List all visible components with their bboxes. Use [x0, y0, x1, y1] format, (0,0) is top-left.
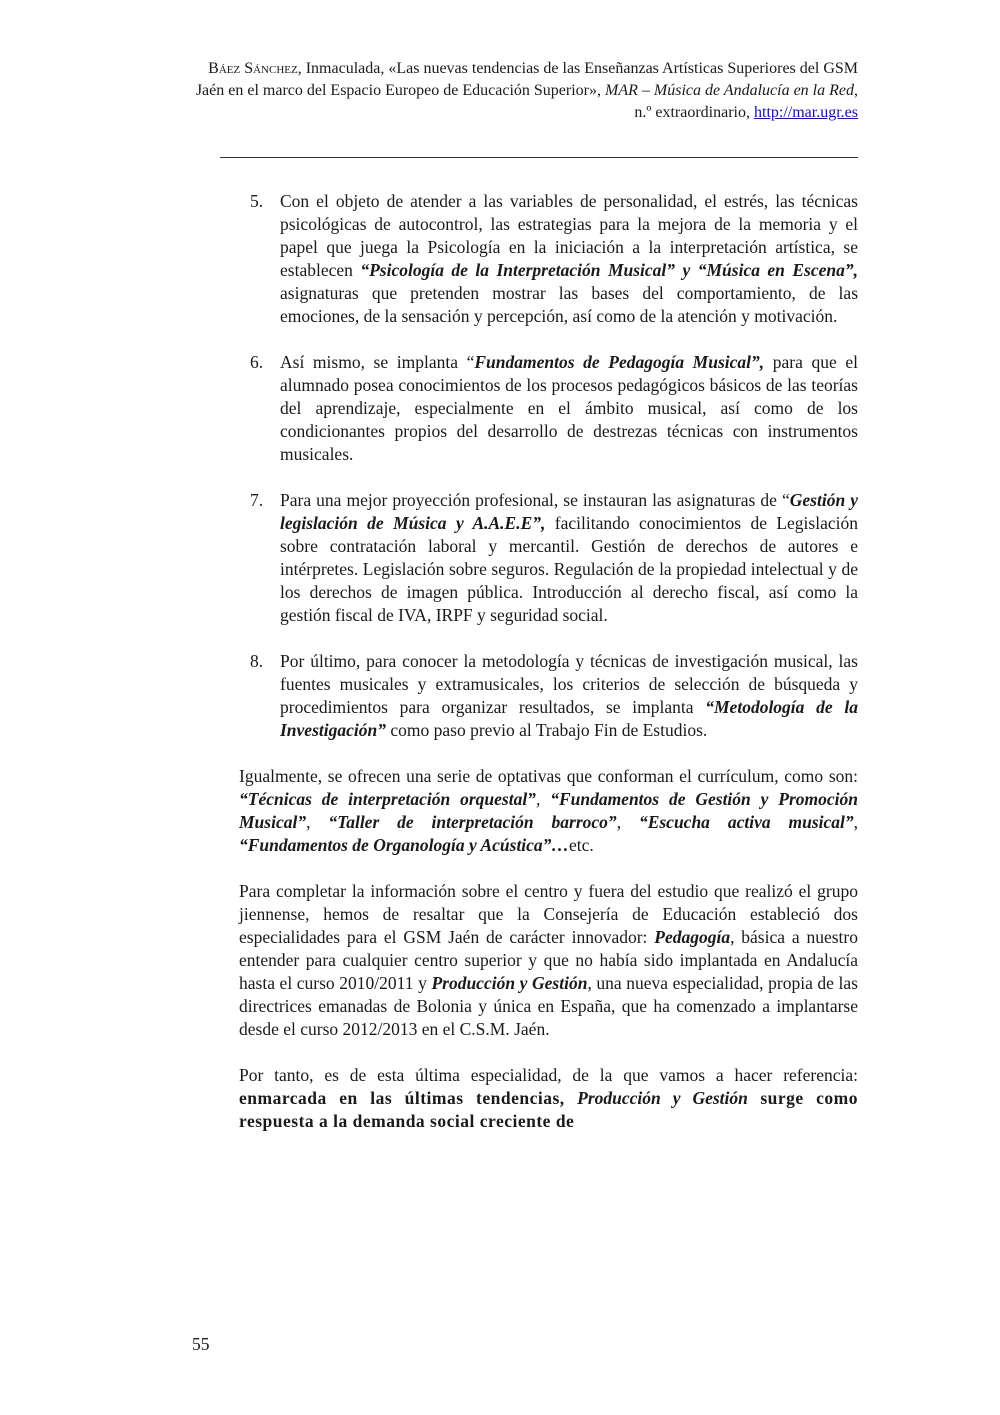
list-item-text: Así mismo, se implanta “ — [280, 352, 475, 372]
list-item-number: 7. — [250, 490, 264, 510]
course-title: “Taller de interpretación barroco” — [328, 812, 617, 832]
course-title: “Técnicas de interpretación orquestal” — [239, 789, 536, 809]
header-citation: , Inmaculada, «Las nuevas tendencias de las Enseñanzas Artísticas Superiores del GSM Jaén en el marco del Espacio Europeo de Educación Superior», — [195, 60, 858, 99]
list-item-text: Con el objeto de atender a las variables de personalidad, el estrés, las técnicas psicológicas de autocontrol, las estrategias para la mejora de la memoria y el papel que juega la Psicología en la iniciación a la interpretación artística, se establecen — [280, 191, 858, 280]
course-title: “Escucha activa musical” — [638, 812, 854, 832]
list-item-text: asignaturas que pretenden mostrar las bases del comportamiento, de las emociones, de la sensación y percepción, así como de la atención y motivación. — [280, 283, 858, 326]
bold-text: surge como respuesta a la demanda social creciente de — [239, 1088, 858, 1131]
list-item — [239, 489, 858, 627]
page-body — [239, 190, 858, 1156]
list-item-number: 5. — [250, 191, 264, 211]
paragraph-text: Por tanto, es de esta última especialidad, de la que vamos a hacer referencia: — [239, 1065, 858, 1085]
specialty-name: Producción y Gestión — [577, 1088, 748, 1108]
paragraph-text: , — [853, 812, 858, 832]
paragraph-text: , una nueva especialidad, propia de las directrices emanadas de Bolonia y única en España, que ha comenzado a implantarse desde el curso 2012/2013 en el C.S.M. Jaén. — [239, 973, 858, 1039]
list-item-subject: Fundamentos de Pedagogía Musical”, — [474, 352, 765, 372]
list-item-subject: Gestión y legislación de Música y A.A.E.E”, — [280, 490, 858, 533]
list-item-subject: “Psicología de la Interpretación Musical” y “Música en Escena”, — [360, 260, 858, 280]
paragraph-optativas — [239, 765, 858, 857]
paragraph-text: , — [306, 812, 329, 832]
list-item-text: Para una mejor proyección profesional, se instauran las asignaturas de “ — [280, 490, 790, 510]
specialty-name: Producción y Gestión — [431, 973, 588, 993]
header-issue: , n.º extraordinario, — [634, 82, 858, 121]
course-title: “Fundamentos de Gestión y Promoción Musical” — [239, 789, 858, 832]
list-item-number: 6. — [250, 352, 264, 372]
paragraph-text: , básica a nuestro entender para cualquier centro superior y que no había sido implantada en Andalucía hasta el curso 2010/2011 y — [239, 927, 858, 993]
running-header — [190, 58, 858, 124]
list-item — [239, 190, 858, 328]
header-url-link[interactable]: http://mar.ugr.es — [754, 104, 858, 121]
paragraph-text: etc. — [568, 835, 594, 855]
paragraph-text: , — [535, 789, 551, 809]
list-item-text: facilitando conocimientos de Legislación sobre contratación laboral y mercantil. Gestión de derechos de autores e intérpretes. Legislación sobre seguros. Regulación de la propiedad intelectual y de los derechos de imagen pública. Introducción al derecho fiscal, así como la gestión fiscal de IVA, IRPF y seguridad social. — [280, 513, 858, 625]
list-item-number: 8. — [250, 651, 264, 671]
paragraph-text: Para completar la información sobre el centro y fuera del estudio que realizó el grupo jiennense, hemos de resaltar que la Consejería de Educación estableció dos especialidades para el GSM Jaén de carácter innovador: — [239, 881, 858, 947]
specialty-name: Pedagogía — [654, 927, 731, 947]
numbered-list — [239, 190, 858, 742]
header-author: Báez Sánchez — [208, 60, 298, 77]
list-item-text: para que el alumnado posea conocimientos de los procesos pedagógicos básicos de las teorías del aprendizaje, especialmente en el ámbito musical, así como de los condicionantes propios del desarrollo de destrezas técnicas con instrumentos musicales. — [280, 352, 858, 464]
list-item-subject: “Metodología de la Investigación” — [280, 697, 858, 740]
list-item — [239, 351, 858, 466]
paragraph-final — [239, 1064, 858, 1133]
paragraph-text: , — [616, 812, 639, 832]
header-journal: MAR – Música de Andalucía en la Red — [605, 82, 854, 99]
header-divider — [220, 157, 858, 158]
paragraph-centro — [239, 880, 858, 1041]
list-item — [239, 650, 858, 742]
list-item-text: como paso previo al Trabajo Fin de Estudios. — [385, 720, 708, 740]
course-title: “Fundamentos de Organología y Acústica”… — [239, 835, 569, 855]
bold-text: enmarcada en las últimas tendencias, — [239, 1088, 578, 1108]
list-item-text: Por último, para conocer la metodología y técnicas de investigación musical, las fuentes musicales y extramusicales, los criterios de selección de búsqueda y procedimientos para organizar resultados, se implanta — [280, 651, 858, 717]
page-number: 55 — [192, 1334, 210, 1354]
paragraph-text: Igualmente, se ofrecen una serie de optativas que conforman el currículum, como son: — [239, 766, 858, 786]
